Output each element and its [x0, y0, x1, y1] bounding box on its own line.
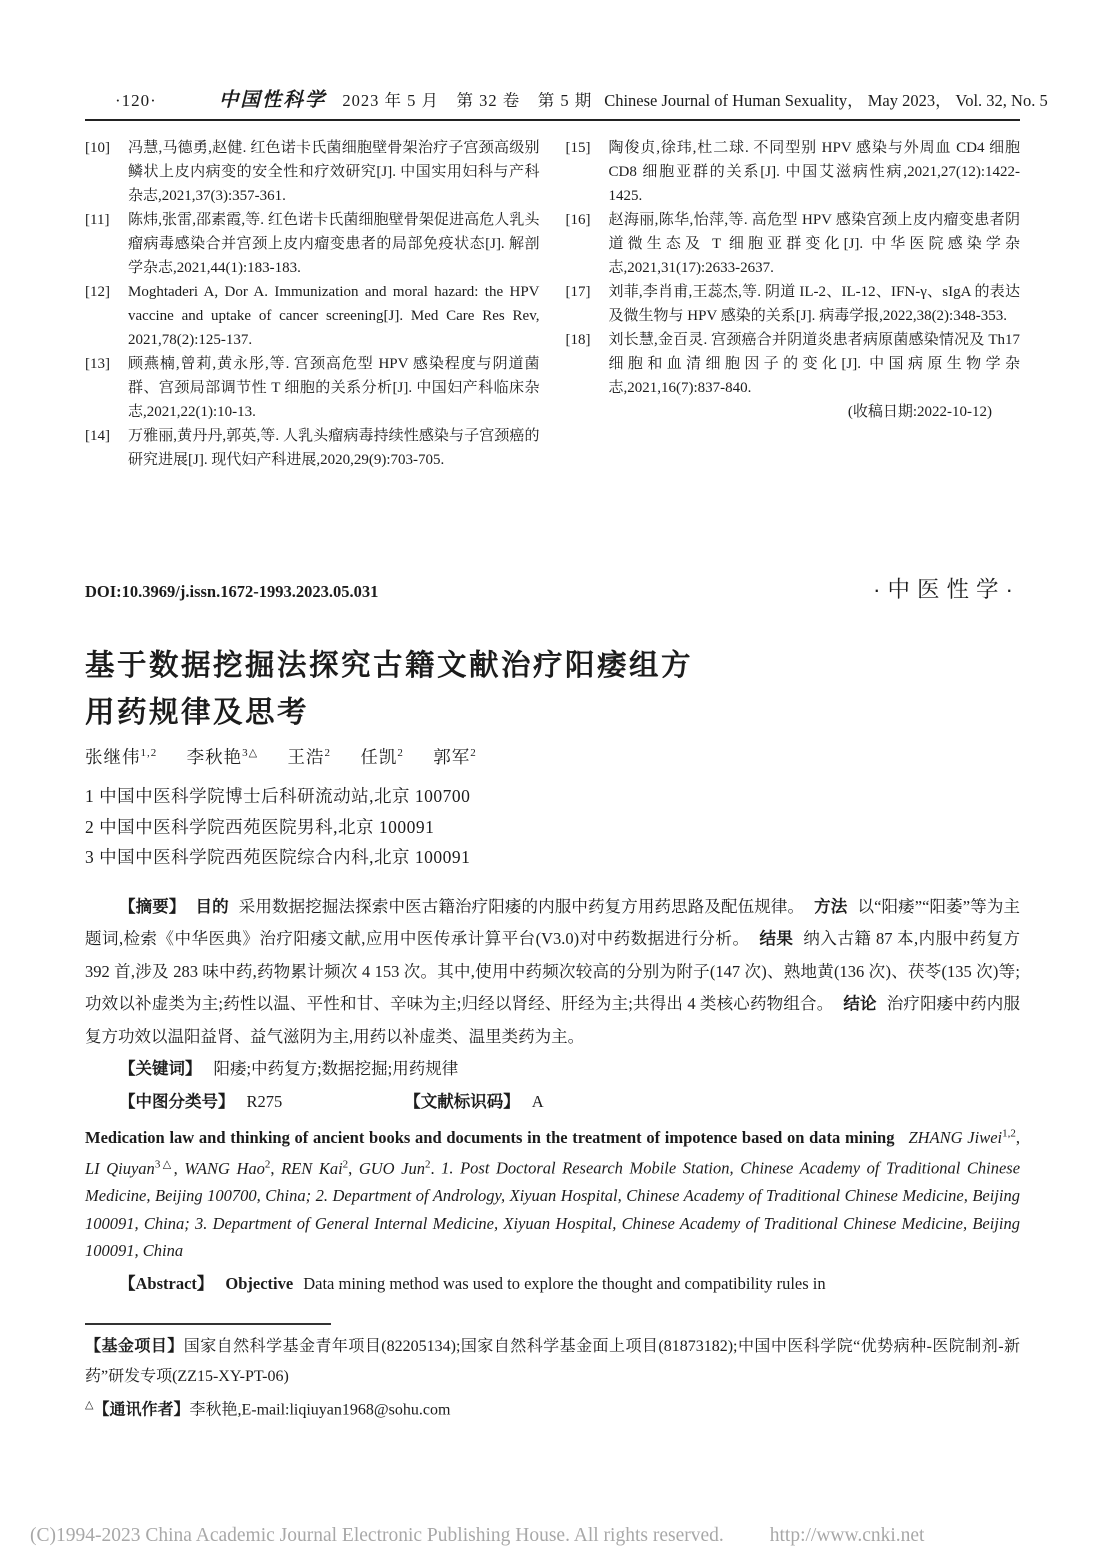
english-abstract-paragraph [85, 1270, 1020, 1298]
page-header [85, 0, 1048, 112]
keywords-label: 【关键词】 [119, 1060, 202, 1078]
conclusion-label: 结论 [843, 995, 877, 1013]
article-title-line2: 用药规律及思考 [85, 696, 310, 729]
funding-note [85, 1332, 1020, 1391]
reference-item [85, 280, 540, 352]
affiliation-list [85, 781, 1020, 873]
keywords-text: 阳痿;中药复方;数据挖掘;用药规律 [213, 1059, 459, 1078]
author-list [85, 744, 1020, 769]
author-affiliation-sup: 2 [324, 747, 331, 760]
english-citation-block [85, 1120, 1020, 1297]
article-title-line1: 基于数据挖掘法探究古籍文献治疗阳痿组方 [85, 649, 694, 682]
reference-item [566, 328, 1021, 400]
article-title [85, 642, 1020, 736]
reference-text: Moghtaderi A, Dor A. Immunization and moral hazard: the HPV vaccine and uptake of cancer screening[J]. Med Care Res Rev, 2021,78(2):125-137. [128, 284, 540, 348]
reference-number: [13] [85, 356, 110, 372]
funding-label: 【基金项目】 [85, 1338, 184, 1355]
reference-number: [12] [85, 284, 110, 300]
reference-number: [10] [85, 140, 110, 156]
author: 郭军$^2$ [433, 747, 477, 767]
reference-number: [16] [565, 212, 591, 228]
result-label: 结果 [759, 930, 794, 948]
author-affiliation-sup: 1,2 [140, 747, 158, 760]
objective-label: 目的 [195, 897, 229, 916]
author: 王浩$^2$ [287, 747, 331, 767]
reference-item [566, 280, 1021, 328]
english-info-paragraph [85, 1120, 1020, 1265]
author: 任凯$^2$ [360, 747, 404, 767]
reference-text: 刘长慧,金百灵. 宫颈癌合并阴道炎患者病原菌感染情况及 Th17 细胞和血清细胞因子的变化[J]. 中国病原生物学杂志,2021,16(7):837-840. [608, 332, 1020, 396]
author-affiliation-sup: 3△ [242, 747, 259, 760]
footnote-divider [85, 1323, 331, 1325]
reference-item [85, 352, 540, 424]
english-author-list: ZHANG Jiwei$^{1,2}$, LI Qiuyan$^{3\triangle}$, WANG Hao$^2$, REN Kai$^2$, GUO Jun$^2$. [85, 1127, 1020, 1178]
keywords-line [85, 1053, 1020, 1086]
affiliation: 1 中国中医科学院博士后科研流动站,北京 100700 [85, 786, 471, 806]
footnotes [85, 1332, 1020, 1425]
reference-text: 冯慧,马德勇,赵健. 红色诺卡氏菌细胞壁骨架治疗子宫颈高级别鳞状上皮内病变的安全性和疗效研究[J]. 中国实用妇科与产科杂志,2021,37(3):357-361. [128, 140, 540, 204]
cnki-url: http://www.cnki.net [769, 1525, 925, 1546]
references-right-column [566, 136, 1021, 472]
reference-text: 刘菲,李肖甫,王蕊杰,等. 阴道 IL-2、IL-12、IFN-γ、sIgA 的表达及微生物与 HPV 感染的关系[J]. 病毒学报,2022,38(2):348-353. [608, 284, 1020, 324]
author: 张继伟$^{1,2}$ [85, 747, 158, 767]
reference-item [566, 208, 1021, 280]
clc-code: R275 [246, 1091, 283, 1111]
references-left-column [85, 136, 540, 472]
english-affiliations: 1. Post Doctoral Research Mobile Station, Chinese Academy of Traditional Chinese Medicine, Beijing 100700, China; 2. Department of Andrology, Xiyuan Hospital, Chinese Academy of Traditional Chinese Medicine, Beijing 100091, China; 3. Department of General Internal Medicine, Xiyuan Hospital, Chinese Academy of Traditional Chinese Medicine, Beijing 100091, China [85, 1158, 1021, 1260]
page-footer [30, 1525, 924, 1547]
reference-text: 陈炜,张雷,邵素霞,等. 红色诺卡氏菌细胞壁骨架促进高危人乳头瘤病毒感染合并宫颈上皮内瘤变患者的局部免疫状态[J]. 解剖学杂志,2021,44(1):183-183. [128, 212, 540, 276]
abstract-paragraph [85, 891, 1020, 1054]
objective-text: 采用数据挖掘法探索中医古籍治疗阳痿的内服中药复方用药思路及配伍规律。 [238, 896, 805, 916]
reference-number: [17] [565, 284, 591, 300]
english-objective-label: Objective [225, 1273, 294, 1293]
doi: DOI:10.3969/j.issn.1672-1993.2023.05.031 [85, 582, 379, 601]
doi-row [85, 572, 1020, 604]
reference-text: 陶俊贞,徐玮,杜二球. 不同型别 HPV 感染与外周血 CD4 细胞 CD8 细胞亚群的关系[J]. 中国艾滋病性病,2021,27(12):1422-1425. [608, 140, 1020, 204]
column-marker: ·中医性学· [873, 577, 1020, 602]
corresponding-author-note [85, 1391, 1020, 1425]
abstract-block [85, 891, 1020, 1119]
reference-number: [14] [85, 428, 110, 444]
header-divider [85, 119, 1020, 121]
copyright-text: (C)1994-2023 China Academic Journal Electronic Publishing House. All rights reserved. [30, 1525, 724, 1546]
english-title: Medication law and thinking of ancient books and documents in the treatment of impotence based on data mining [85, 1127, 895, 1147]
affiliation: 3 中国中医科学院西苑医院综合内科,北京 100091 [85, 847, 471, 867]
conclusion-text: 治疗阳痿中药内服复方功效以温阳益肾、益气滋阴为主,用药以补虚类、温里类药为主。 [85, 994, 1020, 1046]
method-text: 以“阳痿”“阳萎”等为主题词,检索《中华医典》治疗阳痿文献,应用中医传承计算平台(V3.0)对中药数据进行分析。 [85, 896, 1021, 948]
reference-number: [11] [85, 212, 110, 228]
received-date: (收稿日期:2022-10-12) [847, 404, 992, 420]
reference-text: 顾燕楠,曾莉,黄永彤,等. 宫颈高危型 HPV 感染程度与阴道菌群、宫颈局部调节性 T 细胞的关系分析[J]. 中国妇产科临床杂志,2021,22(1):10-13. [128, 356, 540, 420]
reference-text: 赵海丽,陈华,怡萍,等. 高危型 HPV 感染宫颈上皮内瘤变患者阴道微生态及 T 细胞亚群变化[J]. 中华医院感染学杂志,2021,31(17):2633-2637. [608, 212, 1020, 276]
corresponding-sup: △ [85, 1399, 94, 1411]
funding-text: 国家自然科学基金青年项目(82205134);国家自然科学基金面上项目(81873182);中国中医科学院“优势病种-医院制剂-新药”研发专项(ZZ15-XY-PT-06) [85, 1338, 1020, 1385]
references-section [85, 136, 1020, 472]
document-code: A [531, 1091, 544, 1111]
english-abstract-label: 【Abstract】 [119, 1273, 214, 1293]
english-abstract-text: Data mining method was used to explore the thought and compatibility rules in [303, 1273, 826, 1293]
result-text: 纳入古籍 87 本,内服中药复方 392 首,涉及 283 味中药,药物累计频次 4 153 次。其中,使用中药频次较高的分别为附子(147 次)、熟地黄(136 次)、茯苓(135 次)等;功效以补虚类为主;药性以温、平性和甘、辛味为主;归经以肾经、肝经为主;共得出 4 类核心药物组合。 [85, 929, 1021, 1013]
author-affiliation-sup: 2 [397, 747, 404, 760]
classification-line [85, 1086, 1020, 1119]
journal-name-english: Chinese Journal of Human Sexuality， May 2023， Vol. 32, No. 5 [604, 91, 1048, 110]
reference-text: 万雅丽,黄丹丹,郭英,等. 人乳头瘤病毒持续性感染与子宫颈癌的研究进展[J]. 现代妇产科进展,2020,29(9):703-705. [128, 428, 540, 468]
reference-item [566, 136, 1021, 208]
author: 李秋艳$^{3\triangle}$ [186, 747, 259, 767]
reference-number: [18] [565, 332, 591, 348]
journal-name: 中国性科学 [218, 90, 327, 111]
document-code-label: 【文献标识码】 [404, 1092, 520, 1111]
journal-issue-info: 2023 年 5 月 第 32 卷 第 5 期 [342, 91, 593, 110]
author-affiliation-sup: 2 [470, 747, 477, 760]
reference-item [85, 136, 540, 208]
corresponding-label: 【通讯作者】 [93, 1401, 190, 1419]
reference-number: [15] [565, 140, 591, 156]
abstract-label: 【摘要】 [119, 897, 186, 916]
corresponding-text: 李秋艳,E-mail:liqiuyan1968@sohu.com [189, 1401, 451, 1419]
page-number: ·120· [115, 91, 157, 110]
method-label: 方法 [814, 897, 848, 916]
reference-item [85, 208, 540, 280]
reference-item [85, 424, 540, 472]
affiliation: 2 中国中医科学院西苑医院男科,北京 100091 [85, 816, 435, 837]
clc-label: 【中图分类号】 [119, 1092, 235, 1111]
